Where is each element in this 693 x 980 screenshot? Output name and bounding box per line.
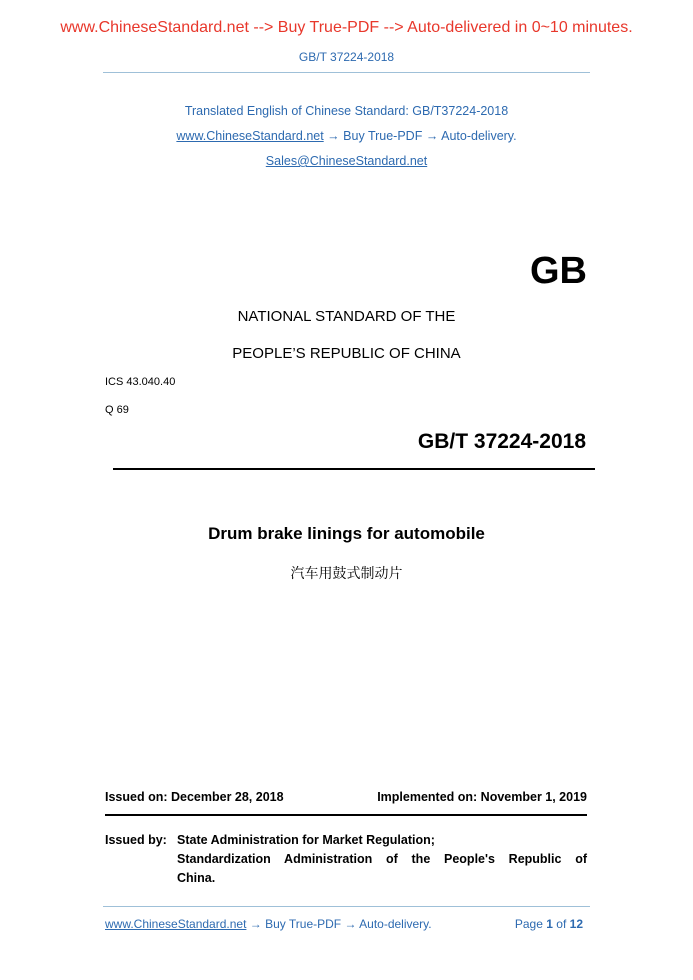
implemented-on: Implemented on: November 1, 2019 [377,790,587,804]
page-total: 12 [569,917,583,931]
sales-email-link[interactable]: Sales@ChineseStandard.net [265,154,428,168]
arrow-icon: → [246,917,266,931]
translation-note: Translated English of Chinese Standard: GB/T37224-2018 [184,104,509,118]
buy-true-pdf-link[interactable]: Buy True-PDF [343,129,423,143]
ics-code: ICS 43.040.40 [105,376,176,388]
arrow-icon: → [422,129,442,143]
header-code: GB/T 37224-2018 [298,50,395,64]
national-standard-line1: NATIONAL STANDARD OF THE [237,308,456,325]
issued-by-line2: Standardization Administration of the People's Republic of [177,852,587,866]
page-label: Page [514,917,543,931]
issued-by-line1: State Administration for Market Regulation; [177,833,435,847]
footer-auto-delivery: Auto-delivery. [359,917,432,931]
standard-code: GB/T 37224-2018 [417,430,586,453]
footer-buy-link[interactable]: Buy True-PDF [265,917,342,931]
footer-divider [103,906,590,907]
q-code: Q 69 [105,404,129,416]
issued-on: Issued on: December 28, 2018 [105,790,284,804]
footer-site-line [105,917,432,931]
issued-by-line3: China. [177,871,216,885]
title-divider [113,468,595,470]
page-indicator [515,917,583,931]
national-standard-line2: PEOPLE’S REPUBLIC OF CHINA [232,345,461,362]
site-line [0,129,693,143]
title-en: Drum brake linings for automobile [208,524,485,543]
arrow-icon: → [341,917,360,931]
page-number: 1 [546,917,553,931]
top-banner[interactable]: www.ChineseStandard.net --> Buy True-PDF --> Auto-delivered in 0~10 minutes. [60,19,633,36]
gb-mark: GB [530,250,587,292]
footer-site-link[interactable]: www.ChineseStandard.net [105,917,247,931]
of-label: of [556,917,567,931]
arrow-icon: → [323,129,344,143]
dates-divider [105,814,587,816]
issued-by-label: Issued by: [105,833,167,847]
header-divider [103,72,590,73]
title-cn: 汽车用鼓式制动片 [290,566,403,582]
auto-delivery-text: Auto-delivery. [441,129,517,143]
site-link[interactable]: www.ChineseStandard.net [176,129,324,143]
